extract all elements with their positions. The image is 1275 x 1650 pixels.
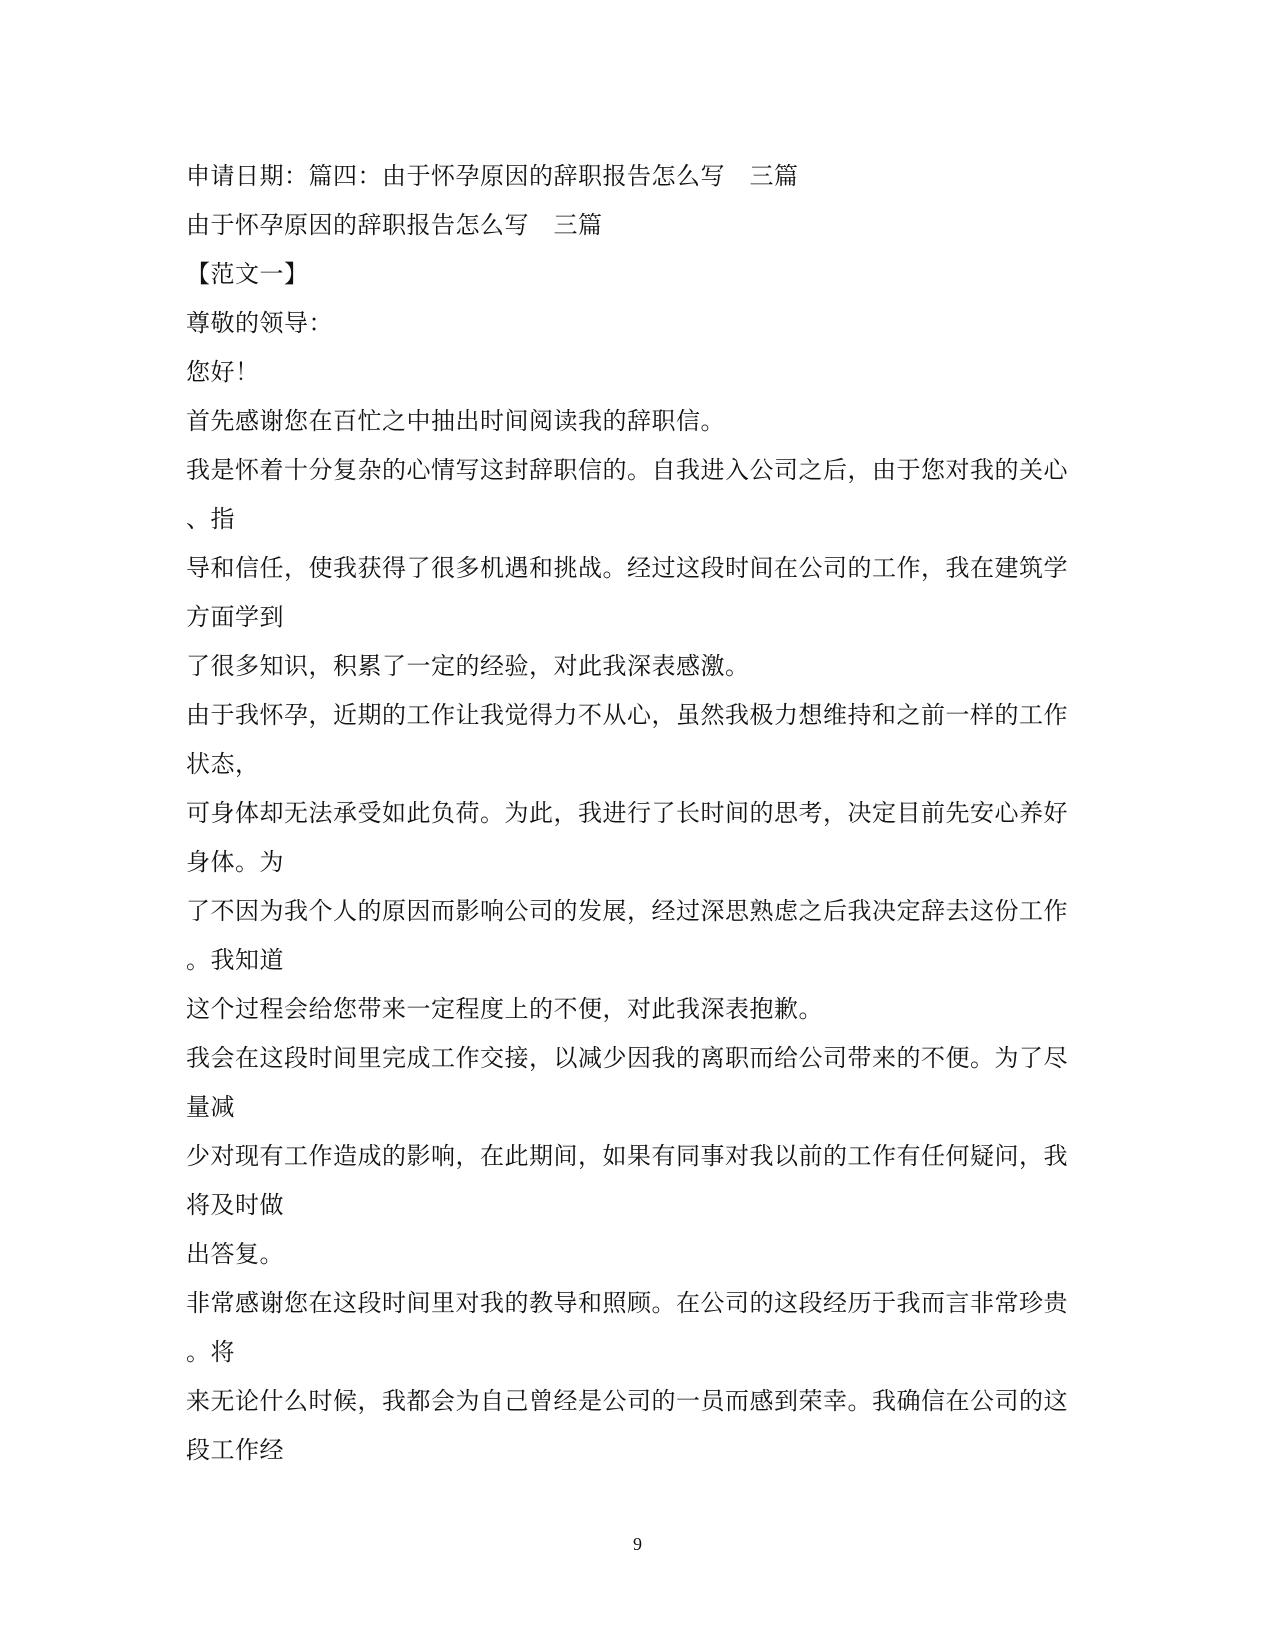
document-body: [186, 152, 1106, 1475]
text-line: 申请日期：篇四：由于怀孕原因的辞职报告怎么写 三篇: [186, 162, 799, 190]
text-line: 、指: [186, 505, 235, 533]
text-line: 少对现有工作造成的影响，在此期间，如果有同事对我以前的工作有任何疑问，我: [186, 1142, 1068, 1170]
text-line: 量减: [186, 1093, 235, 1121]
text-line: 我会在这段时间里完成工作交接，以减少因我的离职而给公司带来的不便。为了尽: [186, 1044, 1068, 1072]
text-line: 来无论什么时候，我都会为自己曾经是公司的一员而感到荣幸。我确信在公司的这: [186, 1387, 1068, 1415]
text-line: 状态，: [186, 750, 260, 778]
text-line: 这个过程会给您带来一定程度上的不便，对此我深表抱歉。: [186, 995, 823, 1023]
text-line: 。我知道: [186, 946, 284, 974]
text-line: 尊敬的领导：: [186, 309, 333, 337]
text-line: 段工作经: [186, 1436, 284, 1464]
text-line: 首先感谢您在百忙之中抽出时间阅读我的辞职信。: [186, 407, 725, 435]
text-line: 【范文一】: [186, 260, 309, 288]
text-line: 可身体却无法承受如此负荷。为此，我进行了长时间的思考，决定目前先安心养好: [186, 799, 1068, 827]
text-line: 我是怀着十分复杂的心情写这封辞职信的。自我进入公司之后，由于您对我的关心: [186, 456, 1068, 484]
text-line: 了很多知识，积累了一定的经验，对此我深表感激。: [186, 652, 750, 680]
text-line: 非常感谢您在这段时间里对我的教导和照顾。在公司的这段经历于我而言非常珍贵: [186, 1289, 1068, 1317]
text-line: 将及时做: [186, 1191, 284, 1219]
text-line: 。将: [186, 1338, 235, 1366]
text-line: 方面学到: [186, 603, 284, 631]
page-number: 9: [633, 1534, 642, 1554]
text-line: 了不因为我个人的原因而影响公司的发展，经过深思熟虑之后我决定辞去这份工作: [186, 897, 1068, 925]
text-line: 您好！: [186, 358, 260, 386]
text-line: 身体。为: [186, 848, 284, 876]
text-line: 由于怀孕原因的辞职报告怎么写 三篇: [186, 211, 603, 239]
text-line: 由于我怀孕，近期的工作让我觉得力不从心，虽然我极力想维持和之前一样的工作: [186, 701, 1068, 729]
text-line: 出答复。: [186, 1240, 284, 1268]
text-line: 导和信任，使我获得了很多机遇和挑战。经过这段时间在公司的工作，我在建筑学: [186, 554, 1068, 582]
